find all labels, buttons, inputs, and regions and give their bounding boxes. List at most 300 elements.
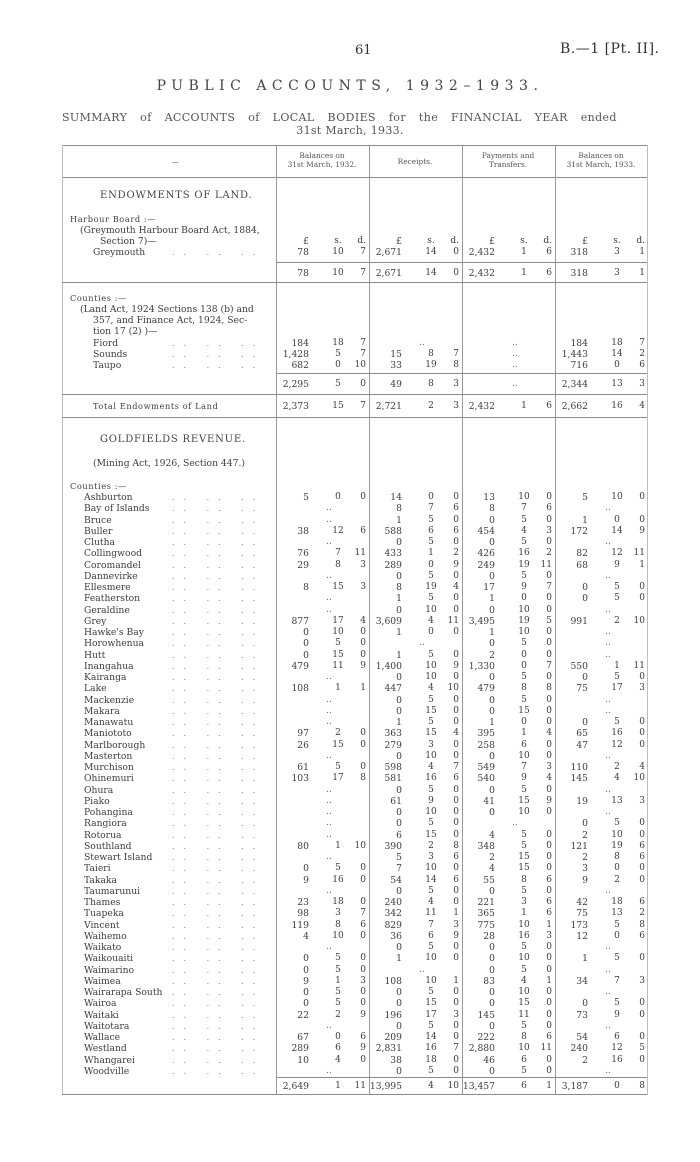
harbour-row-b1932-shillings: 10 (332, 247, 344, 257)
goldfield-row-receipts-shillings: 0 (428, 627, 434, 637)
endow-county-row-receipts-shillings: 19 (425, 360, 437, 370)
goldfield-row-b1933-shillings: 5 (614, 582, 620, 592)
goldfield-row-receipts-pounds: 342 (384, 908, 402, 919)
goldfield-row-payments-pounds: 145 (477, 1010, 495, 1021)
goldfield-row-name: Waimarino (84, 965, 135, 976)
goldfield-row-receipts-shillings: 10 (425, 863, 437, 873)
goldfield-row-payments-pounds: 1 (489, 593, 495, 604)
currency-pence-b1933: d. (636, 236, 645, 246)
harbour-row-receipts-pounds: 2,671 (375, 247, 402, 258)
goldfield-row-leader-dots: .. .. .. (172, 954, 265, 963)
goldfield-row-payments-pence: 1 (546, 920, 552, 930)
goldfield-row-b1933-shillings: 2 (614, 616, 620, 626)
goldfield-row-b1932-pounds: 10 (297, 1055, 309, 1066)
goldfield-row-leader-dots: .. .. .. (172, 977, 265, 986)
goldfield-row-b1932-pounds: 8 (303, 582, 309, 593)
goldfield-row-payments-pence: 6 (546, 503, 552, 513)
goldfield-row-receipts-pence: 0 (453, 1066, 459, 1076)
goldfield-row-b1933-pence: 11 (633, 548, 645, 558)
goldfield-row-receipts-pence: 0 (453, 515, 459, 525)
goldfield-row-payments-pounds: 549 (477, 762, 495, 773)
goldfield-row-payments-pounds: 2 (489, 852, 495, 863)
goldfield-row-name: Waitaki (84, 1010, 119, 1021)
goldfield-row-receipts-shillings: 14 (425, 875, 437, 885)
goldfield-row-name: Woodville (84, 1066, 130, 1077)
goldfield-row-payments-shillings: 5 (521, 571, 527, 581)
goldfield-row-b1932-pence: 0 (360, 728, 366, 738)
goldfield-row-receipts-pence: 11 (447, 616, 459, 626)
goldfield-row-b1933-nil: .. (605, 785, 611, 795)
goldfield-row-b1933-shillings: 4 (614, 773, 620, 783)
harbour-act-line: Section 7)— (100, 236, 157, 247)
goldfield-row-leader-dots: .. .. .. (172, 561, 265, 570)
goldfield-row-leader-dots: .. .. .. (172, 763, 265, 772)
goldfield-row-receipts-pounds: 0 (396, 818, 402, 829)
goldfield-row-receipts-shillings: 14 (425, 1032, 437, 1042)
goldfield-row-payments-pounds: 0 (489, 807, 495, 818)
goldfield-row-name: Mackenzie (84, 695, 135, 706)
harbour-row-payments-pounds: 2,432 (468, 247, 495, 258)
goldfield-row-receipts-pounds: 61 (390, 796, 402, 807)
goldfield-row-receipts-shillings: 10 (425, 672, 437, 682)
goldfield-row-leader-dots: .. .. .. (172, 1022, 265, 1031)
endow-county-row-b1933-shillings: 0 (614, 360, 620, 370)
endow-county-row-payments-nil: .. (512, 349, 518, 359)
subtotal-bottom-rule (62, 394, 647, 395)
goldfield-row-leader-dots: .. .. .. (172, 583, 265, 592)
goldfield-row-leader-dots: .. .. .. (172, 842, 265, 851)
goldfield-row-payments-shillings: 10 (518, 751, 530, 761)
goldfield-row-leader-dots: .. .. .. (172, 1033, 265, 1042)
goldfield-row-receipts-pence: 0 (453, 886, 459, 896)
goldfield-row-payments-pence: 5 (546, 616, 552, 626)
goldfield-row-b1932-shillings: 5 (335, 953, 341, 963)
goldfield-row-b1932-pence: 0 (360, 492, 366, 502)
goldfield-row-receipts-shillings: 15 (425, 998, 437, 1008)
goldfield-row-b1932-pounds: 61 (297, 762, 309, 773)
goldfields-total-payments-shillings: 6 (521, 1081, 527, 1091)
goldfield-row-receipts-pounds: 8 (396, 582, 402, 593)
endow-county-row-receipts-pence: 7 (453, 349, 459, 359)
goldfield-row-leader-dots: .. .. .. (172, 741, 265, 750)
endow-county-row-receipts-shillings: 8 (428, 349, 434, 359)
goldfields-total-b1933-shillings: 0 (614, 1081, 620, 1091)
goldfield-row-payments-pence: 4 (546, 773, 552, 783)
column-divider (647, 145, 648, 1095)
counties-act-line: tion 17 (2) )— (93, 326, 158, 337)
goldfield-row-b1932-pounds: 877 (291, 616, 309, 627)
goldfield-row-receipts-shillings: 0 (428, 560, 434, 570)
goldfield-row-payments-shillings: 10 (518, 953, 530, 963)
goldfield-row-b1933-pounds: 121 (570, 841, 588, 852)
goldfield-row-receipts-pounds: 0 (396, 998, 402, 1009)
goldfield-row-payments-shillings: 9 (521, 773, 527, 783)
goldfield-row-b1933-shillings: 8 (614, 852, 620, 862)
goldfield-row-b1932-shillings: 1 (335, 976, 341, 986)
harbour-row-payments-pence: 6 (546, 247, 552, 257)
goldfield-row-payments-shillings: 15 (518, 706, 530, 716)
goldfield-row-name: Collingwood (84, 548, 142, 559)
goldfield-row-name: Waitotara (84, 1021, 130, 1032)
goldfield-row-b1933-pence: 6 (639, 931, 645, 941)
goldfield-row-b1933-shillings: 18 (611, 897, 623, 907)
harbour-row-payments-shillings: 1 (521, 247, 527, 257)
goldfield-row-payments-pounds: 221 (477, 897, 495, 908)
goldfield-row-receipts-pence: 0 (453, 830, 459, 840)
goldfield-row-b1933-pounds: 145 (570, 773, 588, 784)
goldfield-row-receipts-shillings: 5 (428, 593, 434, 603)
goldfield-row-name: Ellesmere (84, 582, 131, 593)
goldfield-row-b1933-pounds: 1 (582, 953, 588, 964)
table-top-rule (62, 145, 647, 146)
goldfield-row-leader-dots: .. .. .. (172, 1044, 265, 1053)
goldfield-row-payments-pence: 0 (546, 706, 552, 716)
goldfield-row-payments-pence: 0 (546, 1021, 552, 1031)
goldfield-row-leader-dots: .. .. .. (172, 1011, 265, 1020)
goldfield-row-b1932-shillings: 18 (332, 897, 344, 907)
goldfield-row-b1933-nil: .. (605, 807, 611, 817)
goldfield-row-payments-pounds: 0 (489, 942, 495, 953)
goldfield-row-b1932-pence: 0 (360, 931, 366, 941)
goldfield-row-payments-pence: 11 (540, 560, 552, 570)
goldfield-row-b1932-nil: .. (326, 593, 332, 603)
goldfield-row-payments-pence: 0 (546, 785, 552, 795)
goldfield-row-b1932-shillings: 5 (335, 638, 341, 648)
goldfield-row-payments-shillings: 16 (518, 548, 530, 558)
goldfield-row-name: Southland (84, 841, 132, 852)
counties-subtotal-b1933-pounds: 2,344 (561, 379, 588, 390)
goldfield-row-name: Grey (84, 616, 107, 627)
goldfield-row-b1932-shillings: 15 (332, 582, 344, 592)
goldfield-row-b1933-shillings: 1 (614, 661, 620, 671)
harbour-subtotal-b1933-pence: 1 (639, 268, 645, 278)
goldfield-row-b1933-shillings: 16 (611, 728, 623, 738)
goldfield-row-payments-pounds: 28 (483, 931, 495, 942)
harbour-subtotal-b1932-pence: 7 (360, 268, 366, 278)
goldfield-row-leader-dots: .. .. .. (172, 651, 265, 660)
goldfields-total-b1933-pounds: 3,187 (561, 1081, 588, 1092)
goldfield-row-b1933-nil: .. (605, 571, 611, 581)
goldfield-row-b1932-pence: 0 (360, 1055, 366, 1065)
subtotal-rule (276, 262, 647, 263)
goldfield-row-leader-dots: .. .. .. (172, 594, 265, 603)
goldfield-row-b1933-pounds: 73 (576, 1010, 588, 1021)
goldfield-row-b1932-pence: 9 (360, 661, 366, 671)
goldfield-row-b1932-pounds: 9 (303, 976, 309, 987)
goldfield-row-b1932-shillings: 8 (335, 920, 341, 930)
goldfield-row-payments-pounds: 46 (483, 1055, 495, 1066)
goldfield-row-leader-dots: .. .. .. (172, 932, 265, 941)
goldfield-row-leader-dots: .. .. .. (172, 898, 265, 907)
goldfield-row-b1933-pounds: 65 (576, 728, 588, 739)
goldfield-row-receipts-pence: 10 (447, 683, 459, 693)
goldfield-row-b1933-pounds: 19 (576, 796, 588, 807)
endow-county-row-b1932-shillings: 0 (335, 360, 341, 370)
goldfield-row-leader-dots: .. .. .. (172, 493, 265, 502)
goldfield-row-b1932-shillings: 15 (332, 650, 344, 660)
goldfield-row-payments-pounds: 1 (489, 717, 495, 728)
counties-subtotal-receipts-pounds: 49 (390, 379, 402, 390)
header-balances-1932-line1: Balances on (299, 151, 345, 160)
goldfield-row-b1933-pounds: 47 (576, 740, 588, 751)
goldfields-total-receipts-pounds: 13,995 (369, 1081, 402, 1092)
goldfield-row-b1933-pounds: 9 (582, 875, 588, 886)
currency-pound-receipts: £ (396, 236, 402, 247)
goldfield-row-payments-shillings: 10 (518, 1043, 530, 1053)
goldfield-row-b1932-nil: .. (326, 942, 332, 952)
goldfield-row-payments-pence: 0 (546, 987, 552, 997)
goldfields-heading: GOLDFIELDS REVENUE. (100, 434, 246, 445)
goldfield-row-payments-pence: 0 (546, 863, 552, 873)
goldfield-row-b1932-pounds: 26 (297, 740, 309, 751)
goldfield-row-b1932-nil: .. (326, 1021, 332, 1031)
goldfield-row-payments-pence: 3 (546, 526, 552, 536)
goldfield-row-receipts-pounds: 279 (384, 740, 402, 751)
goldfield-row-payments-pence: 6 (546, 908, 552, 918)
goldfield-row-name: Waimea (84, 976, 121, 987)
goldfield-row-payments-pence: 6 (546, 1032, 552, 1042)
harbour-board-heading: Harbour Board :— (70, 214, 157, 224)
goldfield-row-payments-pounds: 2 (489, 650, 495, 661)
header-balances-1932 (279, 151, 365, 169)
currency-shilling-payments: s. (520, 236, 528, 246)
goldfield-row-b1932-pence: 1 (360, 683, 366, 693)
goldfield-row-b1932-nil: .. (326, 695, 332, 705)
goldfield-row-payments-shillings: 10 (518, 605, 530, 615)
goldfield-row-leader-dots: .. .. .. (172, 684, 265, 693)
goldfields-total-b1932-shillings: 1 (335, 1081, 341, 1091)
goldfield-row-receipts-pence: 0 (453, 605, 459, 615)
goldfield-row-b1932-pence: 8 (360, 773, 366, 783)
goldfield-row-receipts-pounds: 390 (384, 841, 402, 852)
goldfield-row-name: Taieri (84, 863, 111, 874)
harbour-subtotal-receipts-pence: 0 (453, 268, 459, 278)
goldfield-row-b1932-shillings: 11 (332, 661, 344, 671)
goldfield-row-receipts-pence: 6 (453, 773, 459, 783)
goldfield-row-payments-pence: 3 (546, 931, 552, 941)
goldfield-row-b1932-pence: 0 (360, 965, 366, 975)
goldfield-row-b1933-pounds: 0 (582, 582, 588, 593)
goldfield-row-b1933-shillings: 5 (614, 818, 620, 828)
goldfield-row-payments-shillings: 5 (521, 1066, 527, 1076)
goldfield-row-b1932-nil: .. (326, 886, 332, 896)
endow-county-row-leader-dots: .. .. .. (172, 350, 265, 359)
goldfield-row-b1933-pence: 5 (639, 1043, 645, 1053)
endow-county-row-name: Sounds (93, 349, 128, 360)
goldfield-row-receipts-pence: 0 (453, 571, 459, 581)
goldfield-row-leader-dots: .. .. .. (172, 504, 265, 513)
goldfield-row-payments-pounds: 0 (489, 605, 495, 616)
harbour-subtotal-payments-pence: 6 (546, 268, 552, 278)
goldfield-row-b1932-pence: 9 (360, 1010, 366, 1020)
goldfield-row-receipts-shillings: 6 (428, 526, 434, 536)
goldfield-row-b1932-shillings: 3 (335, 908, 341, 918)
goldfield-row-b1933-pence: 3 (639, 796, 645, 806)
goldfield-row-b1932-nil: .. (326, 605, 332, 615)
endow-county-row-b1933-pounds: 1,443 (561, 349, 588, 360)
goldfield-row-leader-dots: .. .. .. (172, 606, 265, 615)
goldfield-row-b1932-pounds: 103 (291, 773, 309, 784)
goldfield-row-b1933-shillings: 0 (614, 863, 620, 873)
goldfield-row-payments-pence: 0 (546, 886, 552, 896)
goldfield-row-b1933-pence: 10 (633, 616, 645, 626)
goldfield-row-name: Coromandel (84, 560, 141, 571)
goldfield-row-b1933-shillings: 5 (614, 672, 620, 682)
goldfield-row-b1932-pounds: 119 (291, 920, 309, 931)
goldfield-row-receipts-pence: 0 (453, 818, 459, 828)
endow-county-row-payments-nil: .. (512, 338, 518, 348)
endow-county-row-b1933-pence: 2 (639, 349, 645, 359)
goldfield-row-receipts-shillings: 10 (425, 976, 437, 986)
goldfield-row-payments-nil: .. (512, 818, 518, 828)
goldfield-row-receipts-pence: 0 (453, 672, 459, 682)
goldfield-row-receipts-pence: 0 (453, 807, 459, 817)
harbour-row-name: Greymouth (93, 247, 146, 258)
goldfield-row-receipts-pounds: 1 (396, 953, 402, 964)
goldfield-row-payments-pounds: 479 (477, 683, 495, 694)
goldfield-row-b1932-shillings: 4 (335, 1055, 341, 1065)
goldfield-row-payments-pounds: 348 (477, 841, 495, 852)
harbour-row-b1933-pence: 1 (639, 247, 645, 257)
goldfield-row-receipts-pence: 0 (453, 537, 459, 547)
goldfield-row-receipts-shillings: 9 (428, 796, 434, 806)
goldfield-row-b1932-pounds: 289 (291, 1043, 309, 1054)
goldfield-row-leader-dots: .. .. .. (172, 673, 265, 682)
goldfield-row-leader-dots: .. .. .. (172, 639, 265, 648)
goldfield-row-receipts-shillings: 5 (428, 942, 434, 952)
goldfield-row-leader-dots: .. .. .. (172, 1056, 265, 1065)
goldfield-row-b1933-pence: 1 (639, 560, 645, 570)
goldfield-row-payments-shillings: 0 (521, 717, 527, 727)
goldfield-row-b1932-pounds: 76 (297, 548, 309, 559)
goldfield-row-receipts-pence: 0 (453, 942, 459, 952)
harbour-subtotal-b1932-shillings: 10 (332, 268, 344, 278)
goldfield-row-receipts-pence: 9 (453, 560, 459, 570)
goldfield-row-b1933-pence: 6 (639, 897, 645, 907)
counties-act-line: (Land Act, 1924 Sections 138 (b) and (80, 304, 254, 315)
goldfield-row-payments-shillings: 15 (518, 998, 530, 1008)
goldfield-row-b1933-nil: .. (605, 751, 611, 761)
goldfield-row-b1933-shillings: 9 (614, 560, 620, 570)
goldfields-total-receipts-shillings: 4 (428, 1081, 434, 1091)
goldfield-row-receipts-pounds: 196 (384, 1010, 402, 1021)
goldfield-row-receipts-pounds: 289 (384, 560, 402, 571)
goldfield-row-b1932-shillings: 17 (332, 616, 344, 626)
goldfield-row-b1932-pence: 0 (360, 638, 366, 648)
goldfield-row-b1933-pounds: 110 (570, 762, 588, 773)
goldfield-row-payments-pence: 0 (546, 672, 552, 682)
goldfield-row-receipts-shillings: 5 (428, 1066, 434, 1076)
goldfield-row-payments-pounds: 426 (477, 548, 495, 559)
goldfield-row-b1932-nil: .. (326, 751, 332, 761)
header-payments-line2: Transfers. (488, 160, 528, 169)
goldfield-row-payments-pence: 0 (546, 1066, 552, 1076)
goldfield-row-leader-dots: .. .. .. (172, 729, 265, 738)
goldfield-row-payments-pounds: 0 (489, 1066, 495, 1077)
goldfield-row-b1932-nil: .. (326, 515, 332, 525)
goldfield-row-name: Bay of Islands (84, 503, 150, 514)
goldfield-row-payments-pounds: 55 (483, 875, 495, 886)
goldfield-row-b1933-pounds: 0 (582, 998, 588, 1009)
harbour-row-b1932-pence: 7 (360, 247, 366, 257)
goldfield-row-leader-dots: .. .. .. (172, 909, 265, 918)
goldfield-row-receipts-pence: 0 (453, 863, 459, 873)
goldfield-row-payments-pounds: 41 (483, 796, 495, 807)
goldfield-row-receipts-shillings: 5 (428, 785, 434, 795)
goldfield-row-payments-shillings: 10 (518, 920, 530, 930)
goldfield-row-payments-pounds: 2,880 (468, 1043, 495, 1054)
goldfield-row-b1932-pounds: 0 (303, 965, 309, 976)
endowments-total-b1933-shillings: 16 (611, 401, 623, 411)
goldfield-row-b1932-pence: 3 (360, 560, 366, 570)
currency-pound-payments: £ (489, 236, 495, 247)
goldfield-row-payments-pounds: 0 (489, 751, 495, 762)
goldfield-row-payments-shillings: 19 (518, 560, 530, 570)
goldfield-row-b1932-nil: .. (326, 537, 332, 547)
goldfield-row-b1933-pounds: 68 (576, 560, 588, 571)
goldfield-row-b1933-pence: 0 (639, 728, 645, 738)
goldfield-row-receipts-pence: 0 (453, 717, 459, 727)
goldfield-row-b1933-nil: .. (605, 537, 611, 547)
goldfield-row-payments-shillings: 4 (521, 976, 527, 986)
goldfield-row-receipts-pounds: 0 (396, 987, 402, 998)
header-payments (465, 151, 551, 169)
goldfield-row-payments-pence: 0 (546, 852, 552, 862)
goldfield-row-receipts-pounds: 1 (396, 515, 402, 526)
goldfield-row-b1933-pence: 0 (639, 875, 645, 885)
goldfield-row-receipts-pence: 4 (453, 582, 459, 592)
goldfield-row-b1932-pence: 6 (360, 920, 366, 930)
goldfield-row-b1933-shillings: 10 (611, 492, 623, 502)
goldfield-row-receipts-pounds: 0 (396, 1021, 402, 1032)
goldfield-row-payments-pence: 7 (546, 661, 552, 671)
goldfield-row-b1932-nil: .. (326, 503, 332, 513)
goldfield-row-receipts-pounds: 0 (396, 605, 402, 616)
goldfield-row-b1933-pence: 0 (639, 492, 645, 502)
goldfield-row-payments-shillings: 6 (521, 1055, 527, 1065)
goldfield-row-receipts-pounds: 598 (384, 762, 402, 773)
goldfield-row-b1933-pounds: 3 (582, 863, 588, 874)
goldfield-row-name: Inangahua (84, 661, 134, 672)
goldfield-row-leader-dots: .. .. .. (172, 786, 265, 795)
goldfield-row-payments-shillings: 7 (521, 503, 527, 513)
goldfield-row-receipts-shillings: 18 (425, 1055, 437, 1065)
goldfield-row-payments-shillings: 10 (518, 492, 530, 502)
goldfield-row-receipts-pounds: 0 (396, 571, 402, 582)
endowments-total-b1932-pounds: 2,373 (282, 401, 309, 412)
harbour-row-receipts-shillings: 14 (425, 247, 437, 257)
endowments-total-b1933-pence: 4 (639, 401, 645, 411)
goldfield-row-payments-pence: 0 (546, 605, 552, 615)
summary-heading-line2: 31st March, 1933. (296, 124, 404, 137)
total-endowments-label: Total Endowments of Land (93, 401, 219, 411)
goldfield-row-payments-pounds: 0 (489, 571, 495, 582)
goldfield-row-receipts-shillings: 0 (428, 492, 434, 502)
goldfield-row-b1933-pence: 0 (639, 740, 645, 750)
goldfield-row-receipts-pounds: 7 (396, 863, 402, 874)
goldfield-row-receipts-pounds: 433 (384, 548, 402, 559)
goldfield-row-b1932-pence: 10 (354, 841, 366, 851)
goldfield-row-receipts-shillings: 5 (428, 987, 434, 997)
goldfield-row-b1932-pence: 0 (360, 627, 366, 637)
goldfield-row-receipts-pounds: 0 (396, 537, 402, 548)
goldfield-row-b1932-nil: .. (326, 785, 332, 795)
harbour-subtotal-payments-shillings: 1 (521, 268, 527, 278)
harbour-subtotal-receipts-pounds: 2,671 (375, 268, 402, 279)
goldfield-row-b1933-shillings: 13 (611, 796, 623, 806)
goldfield-row-payments-pence: 0 (546, 650, 552, 660)
goldfield-row-payments-pence: 0 (546, 965, 552, 975)
